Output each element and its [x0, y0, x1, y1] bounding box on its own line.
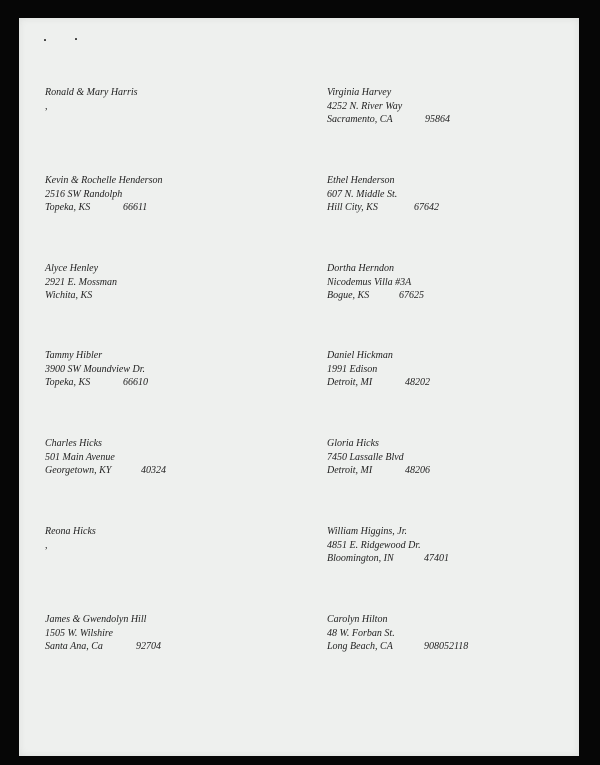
address-entry [327, 86, 450, 127]
entry-street: 3900 SW Moundview Dr. [45, 363, 145, 375]
entry-name: Charles Hicks [45, 438, 102, 449]
entry-name: Daniel Hickman [327, 350, 393, 361]
entry-city: Bloomington, IN [327, 553, 394, 565]
entry-zip: 908052118 [424, 641, 469, 653]
entry-street: 1991 Edison [327, 363, 378, 375]
entry-city: Santa Ana, Ca [45, 641, 103, 653]
entry-zip: 66611 [123, 202, 148, 214]
address-entry [45, 613, 161, 654]
address-entry [45, 525, 96, 566]
entry-zip: 67642 [414, 202, 439, 214]
entry-city: Detroit, MI [327, 465, 373, 477]
address-entry [327, 174, 439, 215]
entry-name: Tammy Hibler [45, 350, 103, 361]
address-entry [45, 262, 117, 303]
entry-street: 48 W. Forban St. [327, 627, 395, 639]
entry-street: 1505 W. Wilshire [45, 627, 113, 639]
entry-city: Topeka, KS [45, 202, 91, 214]
address-entry [327, 349, 430, 390]
entry-zip: 67625 [399, 290, 424, 302]
address-entry [45, 86, 138, 127]
entry-street: 607 N. Middle St. [327, 188, 398, 200]
entry-zip: 48202 [405, 377, 430, 389]
address-entry [327, 437, 430, 478]
entry-city: Hill City, KS [327, 202, 378, 214]
entry-street: 4252 N. River Way [327, 100, 403, 112]
address-entry [327, 525, 449, 566]
entry-city: Topeka, KS [45, 377, 91, 389]
entry-zip: 95864 [425, 114, 450, 126]
entry-street: 501 Main Avenue [45, 451, 115, 463]
address-entry [45, 174, 162, 215]
entry-street: 4851 E. Ridgewood Dr. [327, 539, 421, 551]
speck-mark [44, 39, 46, 41]
entry-city: Detroit, MI [327, 377, 373, 389]
entry-name: Kevin & Rochelle Henderson [45, 175, 163, 186]
entry-name: William Higgins, Jr. [327, 526, 408, 537]
entry-zip: 92704 [136, 641, 161, 653]
address-entry [327, 262, 424, 303]
entry-street: , [45, 100, 48, 112]
entry-street: 2516 SW Randolph [45, 188, 123, 200]
entry-zip: 66610 [123, 377, 148, 389]
entry-street: 2921 E. Mossman [45, 276, 117, 288]
entry-name: Ronald & Mary Harris [45, 87, 138, 98]
entry-street: Nicodemus Villa #3A [327, 276, 412, 288]
address-entry [327, 613, 469, 654]
address-entry [45, 437, 166, 478]
entry-street: 7450 Lassalle Blvd [327, 451, 404, 463]
entry-name: James & Gwendolyn Hill [45, 614, 147, 625]
entry-city: Sacramento, CA [327, 114, 393, 126]
entry-city: Georgetown, KY [45, 465, 112, 477]
entry-street: , [45, 539, 48, 551]
address-sheet [19, 18, 579, 756]
speck-mark [75, 38, 77, 40]
entry-name: Virginia Harvey [327, 87, 392, 98]
entry-name: Ethel Henderson [327, 175, 395, 186]
entry-city: Wichita, KS [45, 290, 93, 302]
entry-zip: 47401 [424, 553, 449, 565]
entry-name: Gloria Hicks [327, 438, 379, 449]
address-entry [45, 349, 148, 390]
entry-zip: 40324 [141, 465, 166, 477]
entry-city: Bogue, KS [327, 290, 370, 302]
entry-name: Alyce Henley [45, 263, 99, 274]
entry-city: Long Beach, CA [327, 641, 393, 653]
entry-name: Carolyn Hilton [327, 614, 388, 625]
entry-zip: 48206 [405, 465, 430, 477]
entry-name: Reona Hicks [45, 526, 96, 537]
entry-name: Dortha Herndon [327, 263, 394, 274]
